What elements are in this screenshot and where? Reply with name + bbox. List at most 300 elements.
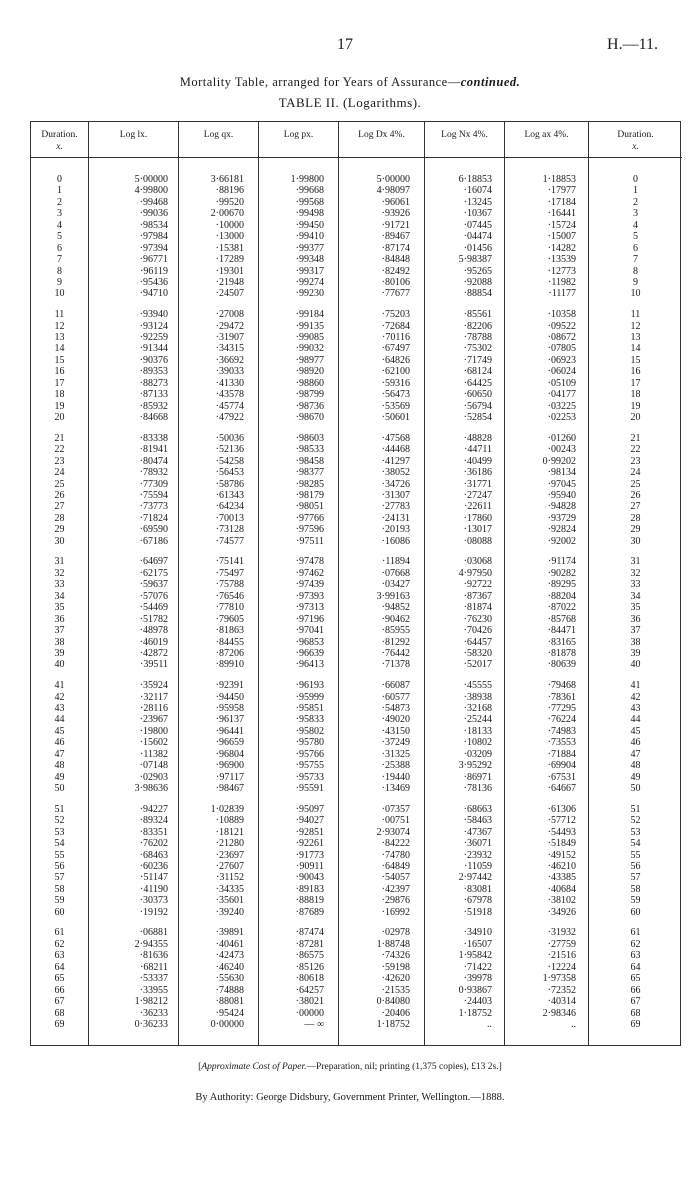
table-cell: ·99410 [295,231,324,243]
table-cell: ·46240 [215,961,244,973]
table-cell: 2·00670 [210,208,244,220]
table-cell: ·33955 [139,984,168,996]
column-header-label: Log Dx 4%. [358,130,405,140]
table-cell: ·85561 [463,309,492,321]
table-cell: 13 [54,331,65,343]
table-cell: ·89353 [139,366,168,378]
table-cell: ·95591 [295,783,324,795]
table-cell: ·36233 [139,1007,168,1019]
table-cell: ·92259 [139,331,168,343]
table-cell: ·14282 [547,242,576,254]
table-cell: 0·84080 [376,996,410,1008]
table-cell: ·10000 [215,219,244,231]
table-cell: ·02978 [381,927,410,939]
table-cell: ·59316 [381,377,410,389]
table-cell: ·75788 [215,579,244,591]
table-cell: 29 [630,524,641,536]
table-cell: 20 [54,412,65,424]
table-cell: ·10367 [463,208,492,220]
table-cell: ·21516 [547,950,576,962]
table-cell: 31 [630,556,641,568]
table-cell: ·79468 [547,680,576,692]
table-cell: ·92722 [463,579,492,591]
table-cell: ·95851 [295,703,324,714]
column-header-variable: x. [56,142,63,152]
table-cell: 5 [633,231,638,243]
table-cell: ·97393 [295,590,324,602]
table-cell: ·81292 [381,636,410,648]
table-cell: 44 [54,714,65,726]
table-cell: 5·00000 [376,174,410,185]
table-cell: ·43150 [381,725,410,737]
table-cell: ·96900 [215,760,244,772]
table-cell: ·74326 [381,950,410,962]
table-cell: ·98467 [215,783,244,795]
table-cell: ·38052 [381,467,410,479]
table-cell: 46 [630,737,641,749]
table-cell: ·17860 [463,512,492,524]
table-cell: ·47367 [463,826,492,838]
table-cell: ·76442 [381,647,410,659]
table-cell: ·96659 [215,737,244,749]
table-cell: ·67978 [463,895,492,907]
table-cell: ·58463 [463,815,492,827]
table-cell: ·87474 [295,927,324,939]
table-cell: 18 [54,389,65,401]
table-cell: ·90376 [139,354,168,366]
table-cell: ·80618 [295,973,324,985]
table-cell: ·98051 [295,501,324,513]
table-cell: 19 [630,400,641,412]
table-cell: ·95940 [547,489,576,501]
table-cell: ·97439 [295,579,324,591]
table-cell: ·93926 [381,208,410,220]
table-cell: 33 [54,579,65,591]
table-cell: ·40499 [463,455,492,467]
table-cell: ·09522 [547,320,576,332]
table-cell: 56 [630,860,641,872]
table-cell: ·77309 [139,478,168,490]
table-cell: ·64234 [215,501,244,513]
table-cell: ·96061 [381,196,410,208]
table-cell: 36 [630,613,641,625]
table-cell: ·95424 [215,1007,244,1019]
table-cell: ·69590 [139,524,168,536]
table-cell: ·85126 [295,961,324,973]
table-cell: 46 [54,737,65,749]
table-cell: ·75497 [215,567,244,579]
table-cell: ·99135 [295,320,324,332]
table-cell: ·75302 [463,343,492,355]
table-cell: ·34926 [547,906,576,918]
table-cell: ·97041 [295,625,324,637]
table-cell: 9 [57,276,62,288]
table-cell: 51 [54,803,65,815]
table-cell: 39 [630,647,641,659]
table-cell: ·75203 [381,309,410,321]
table-cell: ·39033 [215,366,244,378]
table-cell: ·36071 [463,838,492,850]
table-cell: 26 [54,489,65,501]
table-cell: ·87022 [547,602,576,614]
table-cell: ·40684 [547,883,576,895]
table-cell: ·70013 [215,512,244,524]
table-cell: ·27247 [463,489,492,501]
column-4 [339,122,425,1045]
table-cell: ·72684 [381,320,410,332]
table-cell: ·78788 [463,331,492,343]
table-cell: ·88081 [215,996,244,1008]
table-cell: ·98534 [139,219,168,231]
table-cell: ·16507 [463,938,492,950]
table-cell: ·13469 [381,783,410,795]
table-cell: ·52854 [463,412,492,424]
column-2 [179,122,259,1045]
column-1 [89,122,179,1045]
table-cell: ·56473 [381,389,410,401]
column-header [589,122,682,158]
table-cell: 67 [630,996,641,1008]
table-cell: ·54258 [215,455,244,467]
table-cell: ·87174 [381,242,410,254]
table-cell: ·68663 [463,803,492,815]
table-cell: 15 [54,354,65,366]
table-cell: ·18121 [215,826,244,838]
table-cell: ·16441 [547,208,576,220]
table-cell: ·64697 [139,556,168,568]
table-cell: ·94450 [215,691,244,703]
table-cell: 43 [54,703,65,714]
table-cell: ·02903 [139,771,168,783]
table-cell: 29 [54,524,65,536]
table-cell: ·92261 [295,838,324,850]
column-5 [425,122,505,1045]
table-cell: ·25388 [381,760,410,772]
table-cell: ·35601 [215,895,244,907]
table-cell: 52 [54,815,65,827]
table-cell: ·19800 [139,725,168,737]
table-cell: ·13539 [547,254,576,266]
table-cell: 16 [630,366,641,378]
table-cell: ·03427 [381,579,410,591]
table-cell: 65 [54,973,65,985]
table-cell: 3·66181 [210,174,244,185]
table-cell: ·06024 [547,366,576,378]
table-cell: ·81878 [547,647,576,659]
table-cell: ·12773 [547,265,576,277]
table-cell: ·02253 [547,412,576,424]
column-3 [259,122,339,1045]
table-cell: ·60650 [463,389,492,401]
table-cell: 58 [630,883,641,895]
column-header-label: Log px. [283,130,314,140]
table-cell: ·88819 [295,895,324,907]
printer-authority: By Authority: George Didsbury, Government Printer, Wellington.—1888. [195,1092,505,1103]
table-cell: ·97313 [295,602,324,614]
table-cell: 48 [54,760,65,772]
table-cell: ·98977 [295,354,324,366]
table-cell: 9 [633,276,638,288]
table-cell: ·27783 [381,501,410,513]
table-cell: ·80106 [381,276,410,288]
table-cell: ·74888 [215,984,244,996]
table-cell: ·24131 [381,512,410,524]
table-cell: 21 [54,432,65,444]
table-cell: 18 [630,389,641,401]
table-cell: ·27607 [215,860,244,872]
table-cell: ·98377 [295,467,324,479]
table-cell: 51 [630,803,641,815]
table-cell: ·86971 [463,771,492,783]
table-cell: ·03209 [463,748,492,760]
table-cell: 62 [630,938,641,950]
table-cell: ·49020 [381,714,410,726]
table-cell: ·11894 [382,556,410,568]
table-cell: ·87133 [139,389,168,401]
cost-text: —Preparation, nil; printing (1,375 copies), £13 2s. [306,1062,499,1072]
table-cell: 50 [54,783,65,795]
table-cell: ·99450 [295,219,324,231]
table-cell: ·51782 [139,613,168,625]
table-cell: ·93940 [139,309,168,321]
table-cell: ·85932 [139,400,168,412]
table-cell: — ∞ [304,1018,324,1030]
table-cell: ·50036 [215,432,244,444]
table-cell: ·31152 [216,872,244,884]
table-cell: 59 [630,895,641,907]
table-cell: ·82206 [463,320,492,332]
table-cell: ·68463 [139,849,168,861]
table-cell: ·16086 [381,535,410,547]
table-cell: 54 [630,838,641,850]
table-cell: ·52017 [463,659,492,671]
table-cell: 34 [630,590,641,602]
table-cell: ·43578 [215,389,244,401]
column-header [339,122,424,158]
table-cell: 61 [54,927,65,939]
table-cell: 53 [54,826,65,838]
table-cell: ·88273 [139,377,168,389]
table-cell: ·17977 [547,185,576,197]
table-cell: ·07357 [381,803,410,815]
table-cell: 6·18853 [458,174,492,185]
table-cell: ·97045 [547,478,576,490]
table-cell: 1·18752 [376,1018,410,1030]
table-cell: ·95958 [215,703,244,714]
table-cell: ·60577 [381,691,410,703]
table-cell: ·36186 [463,467,492,479]
table-cell: ·73128 [215,524,244,536]
table-cell: ·54469 [139,602,168,614]
table-cell: 48 [630,760,641,772]
table-cell: ·97462 [295,567,324,579]
table-cell: ·59198 [381,961,410,973]
table-cell: ·87206 [215,647,244,659]
table-cell: ·16992 [381,906,410,918]
table-cell: 1 [633,185,638,197]
table-cell: ·44468 [381,444,410,456]
table-cell: 40 [630,659,641,671]
table-cell: ·21280 [215,838,244,850]
table-cell: ·04474 [463,231,492,243]
table-cell: ·07445 [463,219,492,231]
table-cell: ·87689 [295,906,324,918]
table-cell: ·96804 [215,748,244,760]
table-title [0,75,700,90]
table-cell: ·94027 [295,815,324,827]
table-cell: ·92002 [547,535,576,547]
table-cell: ·99230 [295,288,324,300]
table-cell: ·53337 [139,973,168,985]
table-cell: ·95780 [295,737,324,749]
table-cell: 19 [54,400,65,412]
table-cell: ·91773 [295,849,324,861]
table-cell: 31 [54,556,65,568]
table-cell: ·24507 [215,288,244,300]
table-cell: 24 [630,467,641,479]
table-cell: ·23697 [215,849,244,861]
table-cell: 45 [54,725,65,737]
table-cell: ·90043 [295,872,324,884]
table-cell: ·29876 [381,895,410,907]
table-cell: 68 [630,1007,641,1019]
table-cell: 32 [630,567,641,579]
table-cell: ·17289 [215,254,244,266]
table-cell: 6 [633,242,638,254]
table-cell: ·90462 [381,613,410,625]
table-cell: ·11982 [548,276,576,288]
table-cell: ·92851 [295,826,324,838]
table-cell: 63 [54,950,65,962]
table-cell: ·95802 [295,725,324,737]
table-cell: ·37249 [381,737,410,749]
table-cell: ·78136 [463,783,492,795]
table-cell: ·83165 [547,636,576,648]
table-cell: ·99317 [295,265,324,277]
table-cell: ·93729 [547,512,576,524]
table-cell: ·91344 [139,343,168,355]
table-cell: ·81863 [215,625,244,637]
table-cell: ·06923 [547,354,576,366]
table-cell: ·55630 [215,973,244,985]
table-cell: ·54873 [381,703,410,714]
table-cell: 47 [630,748,641,760]
table-cell: ·81636 [139,950,168,962]
table-cell: ·98134 [547,467,576,479]
table-cell: 16 [54,366,65,378]
table-cell: 3·95292 [458,760,492,772]
table-cell: ·06881 [139,927,168,939]
table-cell: 55 [54,849,65,861]
table-cell: 22 [54,444,65,456]
table-cell: ·64425 [463,377,492,389]
table-cell: ·78361 [547,691,576,703]
table-cell: ·78932 [139,467,168,479]
table-cell: 58 [54,883,65,895]
table-cell: 66 [630,984,641,996]
table-cell: 43 [630,703,641,714]
table-cell: 3 [57,208,62,220]
table-cell: ·47922 [215,412,244,424]
table-title-main: Mortality Table, arranged for Years of Assurance— [179,75,461,89]
page-number: 17 [337,36,353,53]
table-cell: 2·94355 [134,938,168,950]
table-cell: 3 [633,208,638,220]
table-cell: 34 [54,590,65,602]
table-cell: ·74577 [215,535,244,547]
table-cell: 57 [54,872,65,884]
table-title-continued: continued. [460,75,521,89]
table-cell: ·56794 [463,400,492,412]
table-cell: 4·99800 [134,185,168,197]
table-cell: 15 [630,354,641,366]
table-cell: 5·00000 [134,174,168,185]
table-cell: 3·99163 [376,590,410,602]
table-cell: 35 [630,602,641,614]
table-cell: 8 [57,265,62,277]
table-cell: ·96771 [139,254,168,266]
table-cell: ·97117 [216,771,244,783]
table-cell: 50 [630,783,641,795]
table-cell: ·38021 [295,996,324,1008]
table-cell: ·99274 [295,276,324,288]
table-cell: ·96413 [295,659,324,671]
column-header [425,122,504,158]
table-cell: ·15007 [547,231,576,243]
table-cell: ·61306 [547,803,576,815]
table-cell: ·13000 [215,231,244,243]
table-cell: ·45555 [463,680,492,692]
table-cell: ·10358 [547,309,576,321]
table-cell: ·72352 [547,984,576,996]
table-cell: 26 [630,489,641,501]
table-cell: 1·95842 [458,950,492,962]
table-cell: ·01456 [463,242,492,254]
table-cell: ·38938 [463,691,492,703]
table-cell: 30 [630,535,641,547]
table-cell: ·18133 [463,725,492,737]
table-cell: ·30373 [139,895,168,907]
column-6 [505,122,589,1045]
table-cell: 53 [630,826,641,838]
column-header [89,122,178,158]
table-cell: ·64257 [295,984,324,996]
table-cell: ·23932 [463,849,492,861]
table-cell: ·98670 [295,412,324,424]
table-cell: ·99468 [139,196,168,208]
table-cell: ·15381 [215,242,244,254]
table-cell: ·97196 [295,613,324,625]
table-cell: ·84471 [547,625,576,637]
table-cell: 41 [630,680,641,692]
table-cell: 4·97950 [458,567,492,579]
column-header-variable: x. [632,142,639,152]
table-cell: ·00243 [547,444,576,456]
table-cell: 12 [54,320,65,332]
table-cell: ·95097 [295,803,324,815]
table-cell: ·95436 [139,276,168,288]
table-cell: ·42473 [215,950,244,962]
table-cell: 7 [57,254,62,266]
table-cell: ·99085 [295,331,324,343]
table-cell: ·69904 [547,760,576,772]
table-cell: ·94828 [547,501,576,513]
table-cell: 8 [633,265,638,277]
table-cell: ·11382 [140,748,168,760]
table-subtitle: TABLE II. (Logarithms). [278,95,422,110]
table-cell: 12 [630,320,641,332]
table-cell: ·19301 [215,265,244,277]
